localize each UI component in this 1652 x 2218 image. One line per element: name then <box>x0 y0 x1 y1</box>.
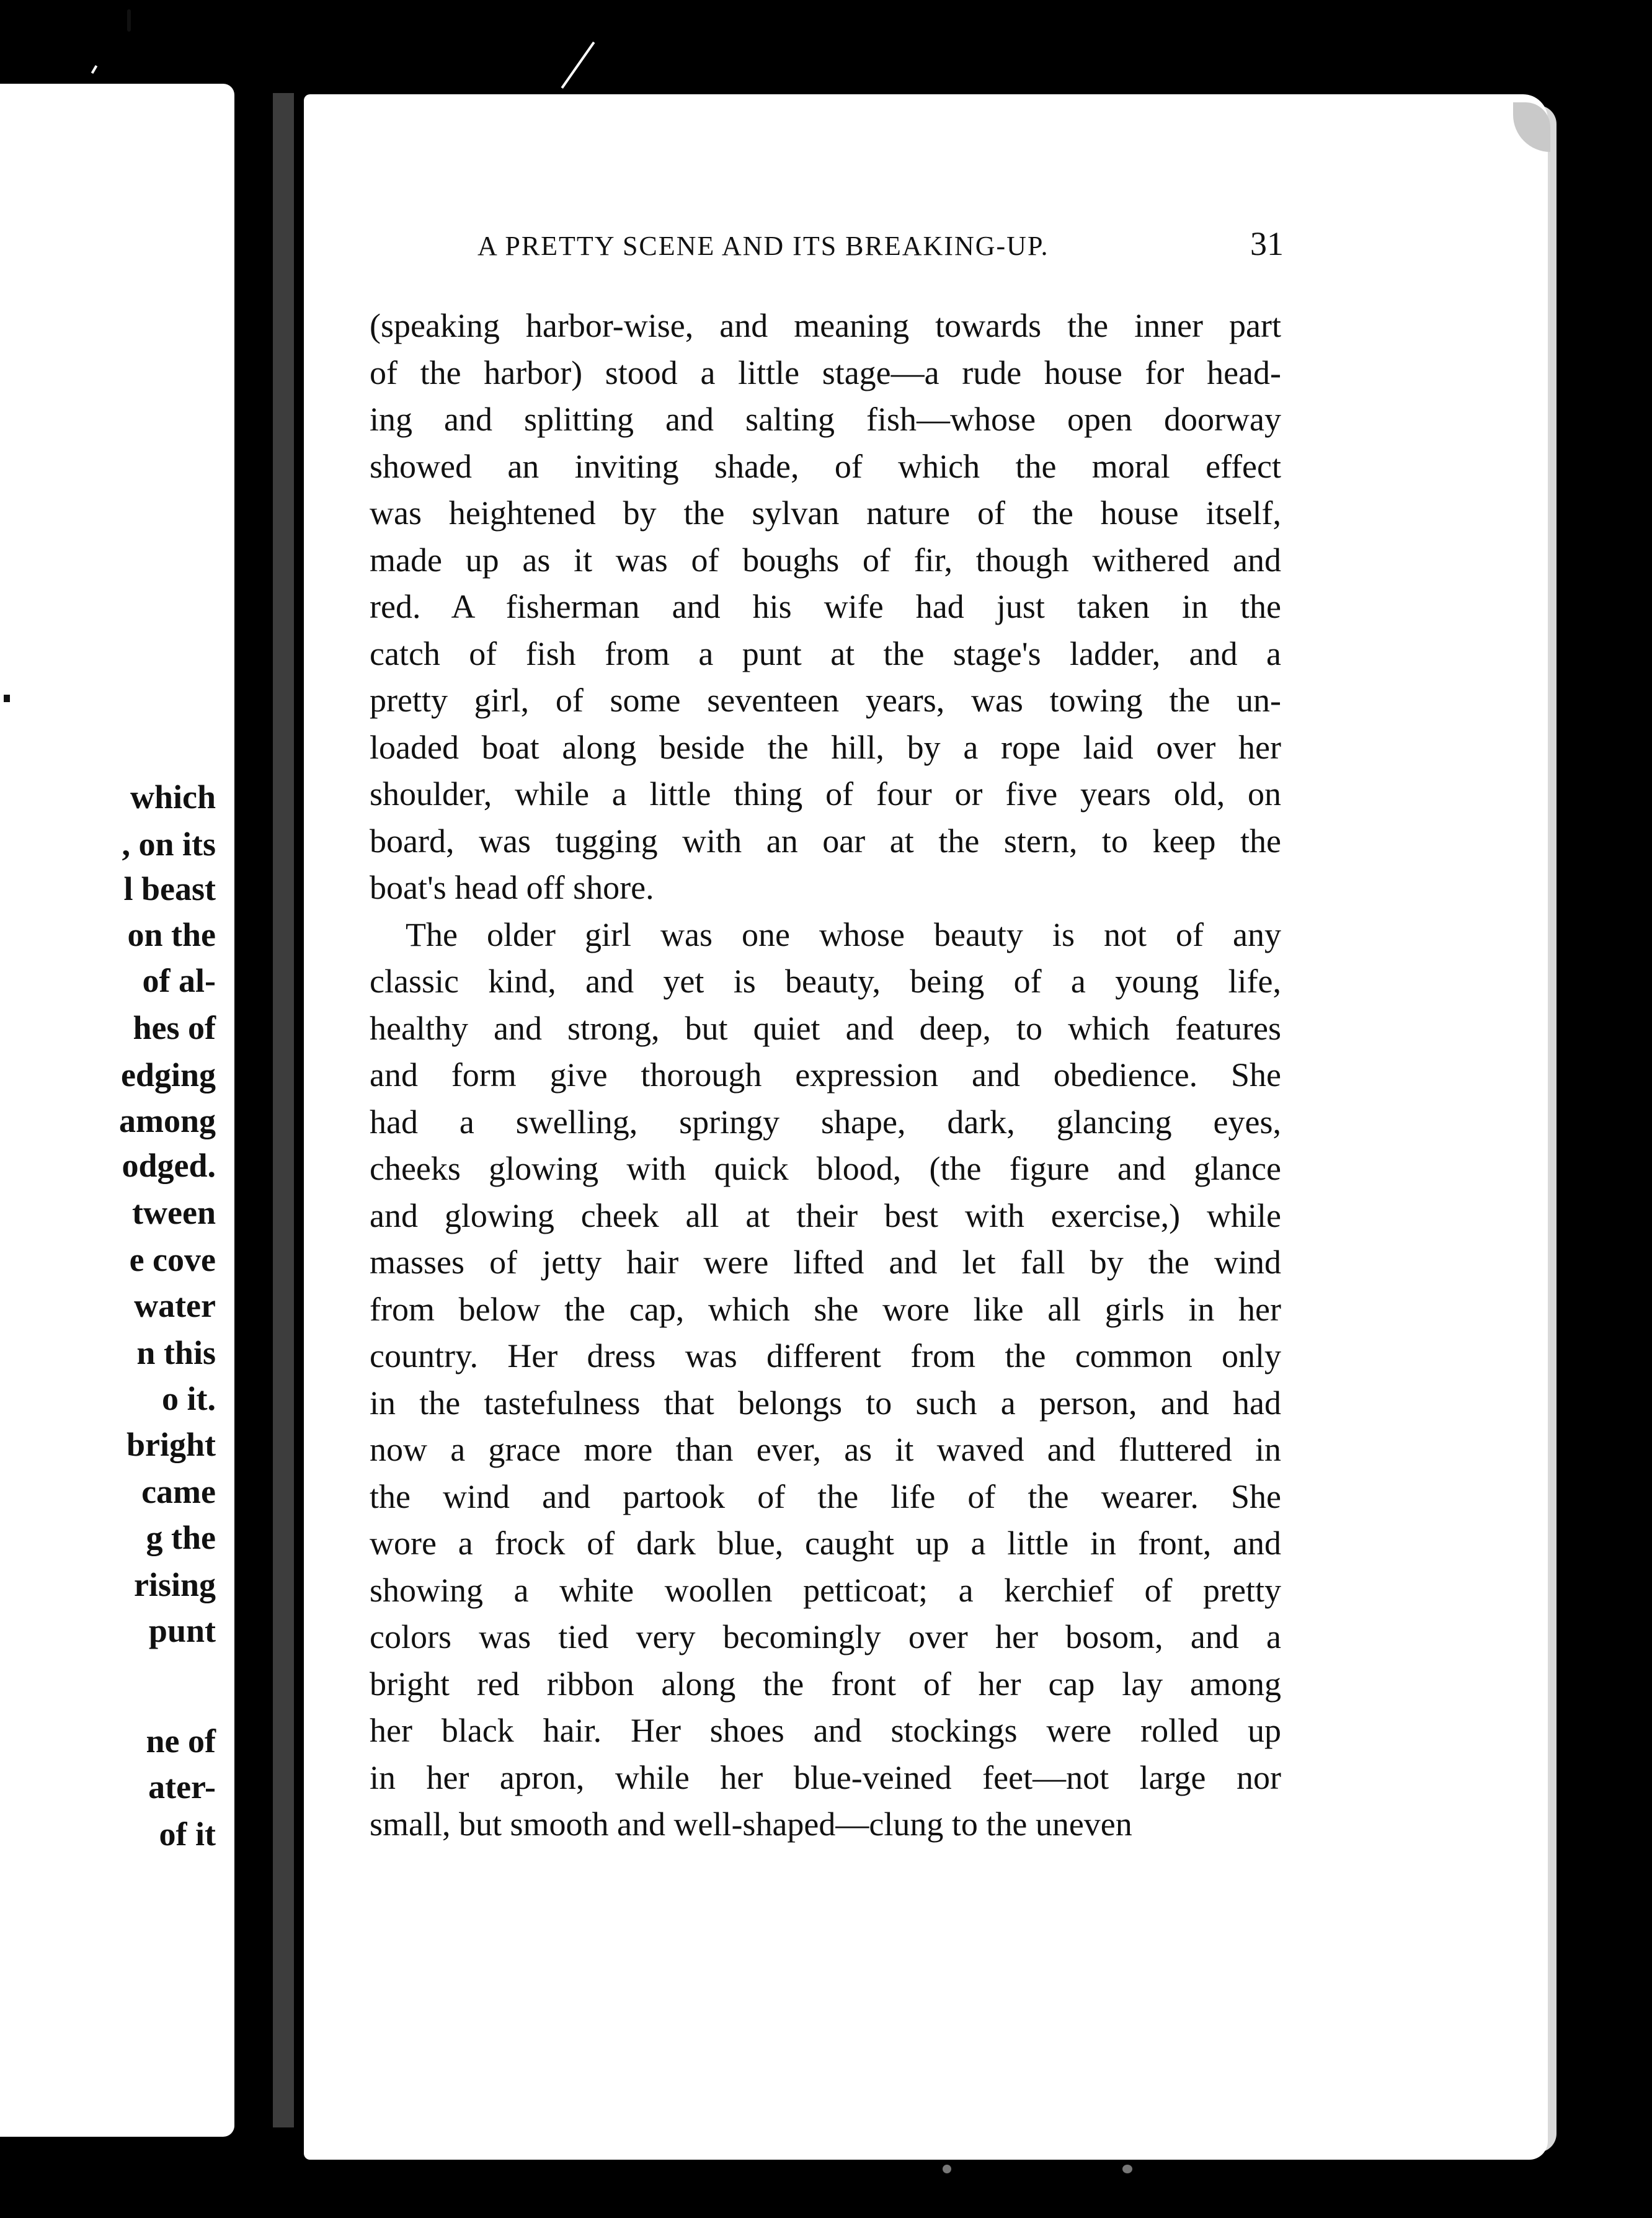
left-page-fragment: of it <box>159 1815 216 1853</box>
text-line: red. A fisherman and his wife had just taken in the <box>370 588 1281 625</box>
left-page-fragment: which <box>130 778 216 816</box>
left-page-fragment: came <box>141 1473 216 1510</box>
page-body-text <box>370 303 1281 1848</box>
text-line: showing a white woollen petticoat; a kerchief of pretty <box>370 1571 1281 1609</box>
left-page-mark <box>4 695 10 702</box>
text-line: in the tastefulness that belongs to such a person, and had <box>370 1384 1281 1422</box>
text-line: the wind and partook of the life of the wearer. She <box>370 1477 1281 1515</box>
text-line: The older girl was one whose beauty is not of any <box>406 915 1281 953</box>
left-page-fragment: ater- <box>148 1768 216 1806</box>
text-line: was heightened by the sylvan nature of the house itself, <box>370 494 1281 532</box>
text-line: loaded boat along beside the hill, by a rope laid over her <box>370 728 1281 766</box>
left-page-fragment: odged. <box>122 1147 216 1184</box>
left-page-fragment: water <box>134 1287 216 1324</box>
text-line: and form give thorough expression and obedience. She <box>370 1056 1281 1093</box>
text-line: colors was tied very becomingly over her bosom, and a <box>370 1618 1281 1655</box>
text-line: wore a frock of dark blue, caught up a little in front, and <box>370 1525 1281 1562</box>
left-page-fragment: hes of <box>133 1009 216 1046</box>
text-line: cheeks glowing with quick blood, (the figure and glance <box>370 1150 1281 1187</box>
left-page-fragment: punt <box>148 1612 216 1649</box>
page-number: 31 <box>1250 225 1284 262</box>
scan-speck <box>91 65 97 74</box>
left-page <box>0 84 234 2137</box>
text-line: showed an inviting shade, of which the moral effect <box>370 447 1281 485</box>
text-line: board, was tugging with an oar at the stern, to keep the <box>370 822 1281 860</box>
text-line: of the harbor) stood a little stage—a rude house for head- <box>370 354 1281 391</box>
text-line: her black hair. Her shoes and stockings were rolled up <box>370 1712 1281 1749</box>
text-line: in her apron, while her blue-veined feet—not large nor <box>370 1758 1281 1796</box>
scan-speck <box>561 42 595 89</box>
left-page-fragment: o it. <box>162 1380 216 1417</box>
left-page-fragment: on the <box>127 916 216 953</box>
book-gutter <box>234 93 309 2134</box>
scan-speck <box>1122 2165 1132 2173</box>
text-line: and glowing cheek all at their best with exercise,) while <box>370 1196 1281 1234</box>
left-page-fragment: l beast <box>123 870 216 907</box>
left-page-fragment: bright <box>126 1426 216 1463</box>
text-line: classic kind, and yet is beauty, being of a young life, <box>370 963 1281 1000</box>
text-line: had a swelling, springy shape, dark, glancing eyes, <box>370 1103 1281 1141</box>
paragraph <box>370 303 1281 912</box>
text-line: healthy and strong, but quiet and deep, to which features <box>370 1009 1281 1047</box>
text-line: country. Her dress was different from the common only <box>370 1337 1281 1374</box>
text-line: now a grace more than ever, as it waved and fluttered in <box>370 1431 1281 1468</box>
left-page-fragment: , on its <box>122 826 216 863</box>
text-line: boat's head off shore. <box>370 869 654 906</box>
left-page-fragment: among <box>118 1102 216 1139</box>
text-line: ing and splitting and salting fish—whose open doorway <box>370 401 1281 438</box>
scan-speck <box>127 9 131 32</box>
text-line: shoulder, while a little thing of four or five years old, on <box>370 775 1281 813</box>
left-page-fragment: n this <box>136 1334 216 1371</box>
left-page-fragment: tween <box>132 1194 216 1231</box>
text-line: catch of fish from a punt at the stage's ladder, and a <box>370 635 1281 672</box>
text-line: made up as it was of boughs of fir, though withered and <box>370 541 1281 579</box>
text-line: masses of jetty hair were lifted and let fall by the wind <box>370 1244 1281 1281</box>
text-line: from below the cap, which she wore like all girls in her <box>370 1290 1281 1328</box>
left-page-fragment: ne of <box>146 1722 216 1760</box>
running-title: A PRETTY SCENE AND ITS BREAKING-UP. <box>477 231 1049 261</box>
left-page-fragment: g the <box>146 1519 216 1556</box>
running-header <box>477 225 1284 263</box>
text-line: bright red ribbon along the front of her cap lay among <box>370 1665 1281 1703</box>
text-line: (speaking harbor-wise, and meaning towards the inner part <box>370 307 1281 344</box>
left-page-fragment: rising <box>133 1566 216 1603</box>
paragraph <box>370 912 1281 1848</box>
scan-speck <box>943 2165 951 2173</box>
left-page-fragment: e cove <box>129 1241 216 1278</box>
left-page-fragment: of al- <box>142 962 216 999</box>
text-line: small, but smooth and well-shaped—clung to the uneven <box>370 1806 1132 1843</box>
gutter-shadow <box>273 93 294 2127</box>
left-page-fragment: edging <box>120 1056 216 1093</box>
text-line: pretty girl, of some seventeen years, was towing the un- <box>370 682 1281 719</box>
